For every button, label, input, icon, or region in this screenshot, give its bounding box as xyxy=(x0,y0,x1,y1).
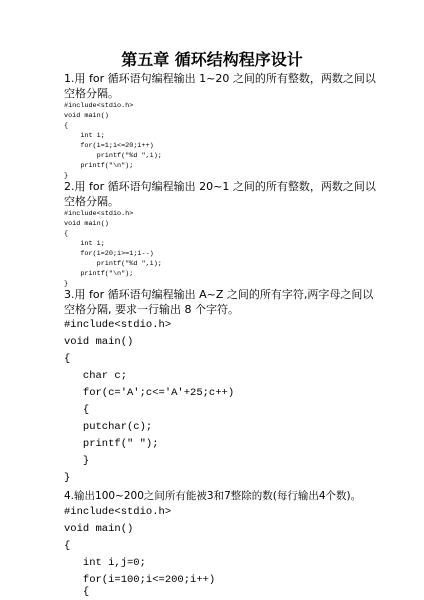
question-3-text-line-1: 3.用 for 循环语句编程输出 A~Z 之间的所有字符,两字母之间以 xyxy=(64,288,374,301)
question-2-text-line-1: 2.用 for 循环语句编程输出 20~1 之间的所有整数，两数之间以 xyxy=(64,180,376,193)
code-line: for(i=20;i>=1;i--) xyxy=(64,250,154,258)
question-3-text-line-2: 空格分隔, 要求一行输出 8 个字符。 xyxy=(64,303,239,316)
question-1-text-line-1: 1.用 for 循环语句编程输出 1~20 之间的所有整数，两数之间以 xyxy=(64,72,376,85)
code-line: int i; xyxy=(64,240,105,248)
code-line: } xyxy=(64,472,71,484)
code-line: #include<stdio.h> xyxy=(64,319,172,331)
code-line: char c; xyxy=(64,370,128,382)
code-line: printf("%d ",i); xyxy=(64,152,162,160)
code-line: void main() xyxy=(64,523,134,535)
code-line: void main() xyxy=(64,112,109,120)
code-line: for(i=100;i<=200;i++) xyxy=(64,574,216,586)
code-line: printf("%d ",i); xyxy=(64,260,162,268)
code-line: { xyxy=(64,586,90,598)
code-line: void main() xyxy=(64,220,109,228)
code-line: { xyxy=(64,404,90,416)
code-line: { xyxy=(64,230,69,238)
code-line: #include<stdio.h> xyxy=(64,102,134,110)
code-line: putchar(c); xyxy=(64,421,153,433)
code-line: for(c='A';c<='A'+25;c++) xyxy=(64,387,235,399)
code-line: #include<stdio.h> xyxy=(64,506,172,518)
code-line: int i,j=0; xyxy=(64,557,146,569)
code-line: } xyxy=(64,455,90,467)
code-line: printf("\n"); xyxy=(64,162,134,170)
code-line: } xyxy=(64,280,69,288)
question-1-text-line-2: 空格分隔。 xyxy=(64,87,119,100)
code-line: { xyxy=(64,353,71,365)
code-line: { xyxy=(64,540,71,552)
code-line: { xyxy=(64,122,69,130)
code-line: for(i=1;i<=20;i++) xyxy=(64,142,154,150)
question-2-text-line-2: 空格分隔。 xyxy=(64,195,119,208)
chapter-title: 第五章 循环结构程序设计 xyxy=(121,50,303,69)
code-line: printf("\n"); xyxy=(64,270,134,278)
code-line: printf(" "); xyxy=(64,438,159,450)
code-line: int i; xyxy=(64,132,105,140)
question-4-text-line-1: 4.输出100~200之间所有能被3和7整除的数(每行输出4个数)。 xyxy=(64,490,362,502)
code-line: } xyxy=(64,172,69,180)
code-line: #include<stdio.h> xyxy=(64,210,134,218)
code-line: void main() xyxy=(64,336,134,348)
